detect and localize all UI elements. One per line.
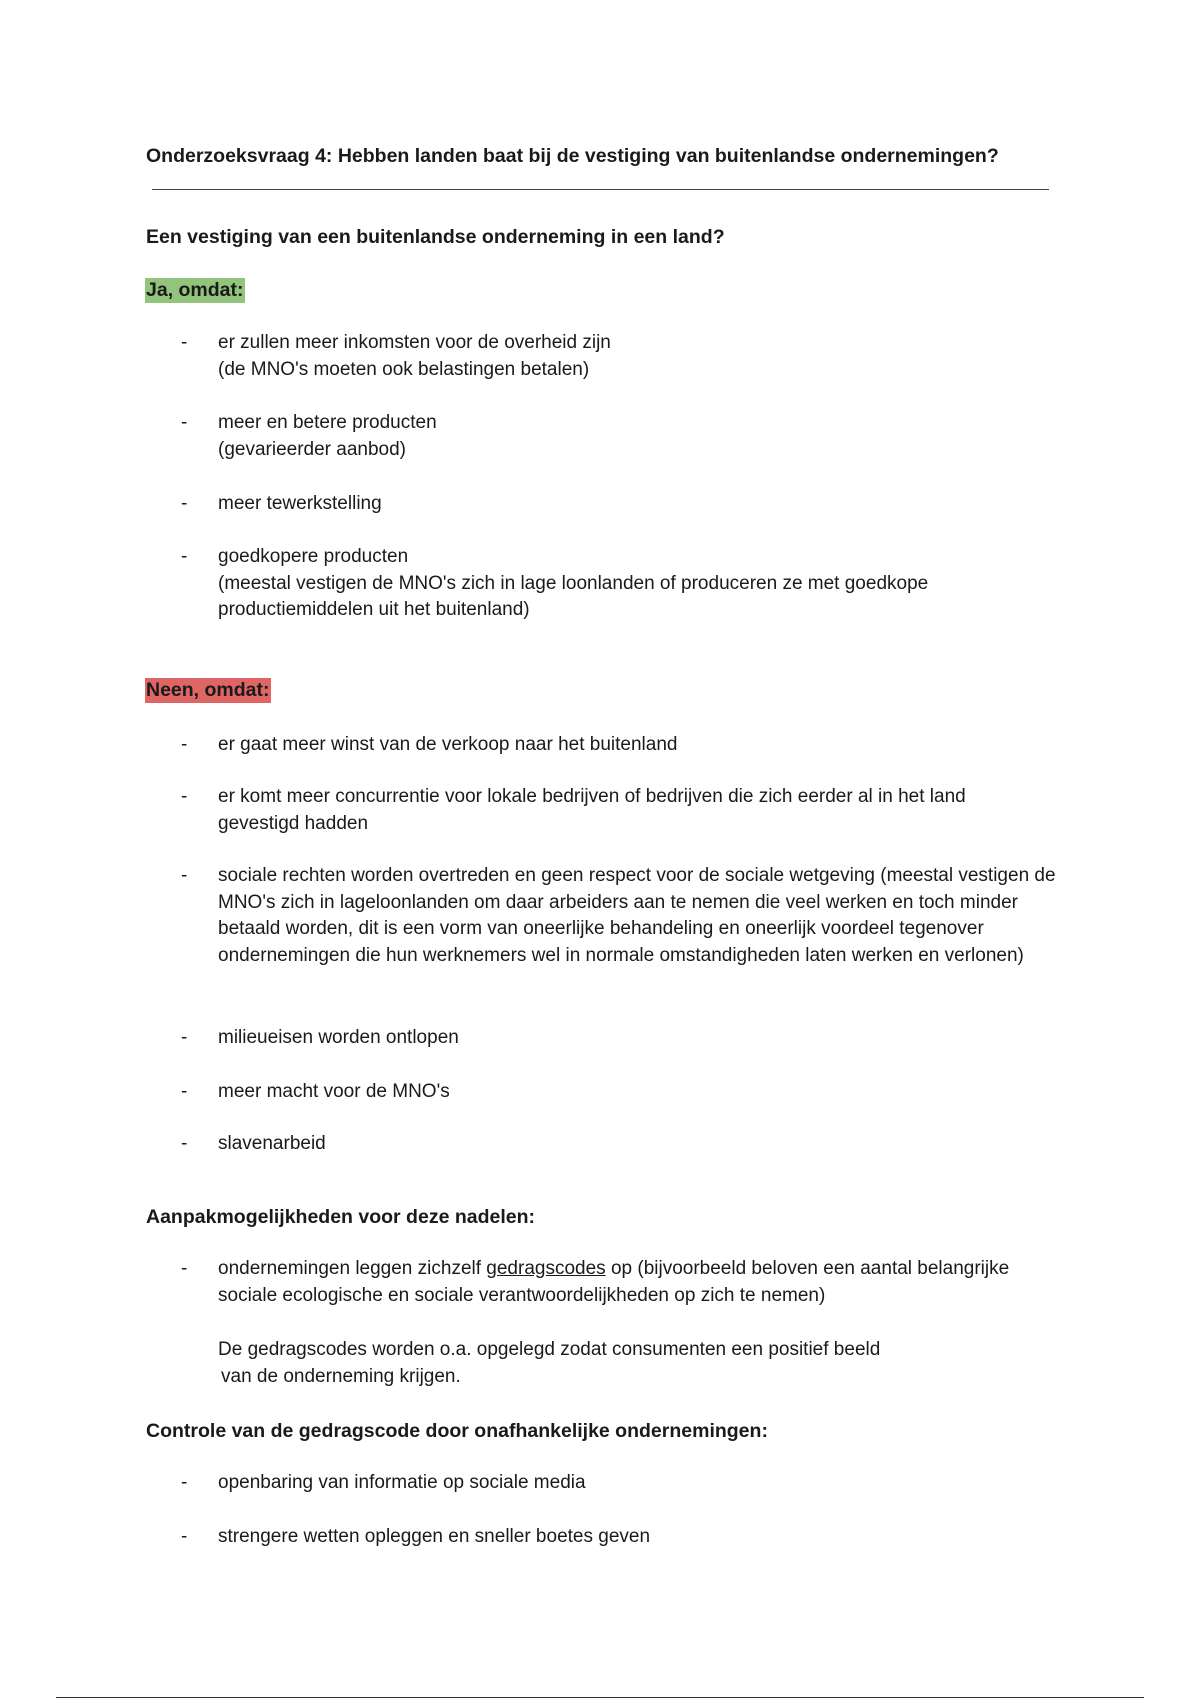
list-item: milieueisen worden ontlopen [218, 1027, 459, 1048]
gedragscodes-term: gedragscodes [486, 1258, 606, 1279]
list-item: goedkopere producten (meestal vestigen de MNO's zich in lage loonlanden of produceren ze met goedkope productiemiddelen uit het buitenland) [218, 546, 929, 620]
list-item: er gaat meer winst van de verkoop naar het buitenland [218, 734, 678, 755]
list-item: strengere wetten opleggen en sneller boetes geven [218, 1526, 651, 1547]
question-heading: Een vestiging van een buitenlandse onderneming in een land? [146, 226, 725, 248]
list-item: meer macht voor de MNO's [218, 1081, 450, 1102]
approach-note: De gedragscodes worden o.a. opgelegd zodat consumenten een positief beeld van de onderneming krijgen. [218, 1339, 881, 1387]
yes-label: Ja, omdat: [146, 279, 244, 301]
list-item: meer tewerkstelling [218, 493, 382, 514]
list-item: ondernemingen leggen zichzelf gedragscodes op (bijvoorbeeld beloven een aantal belangrijke sociale ecologische en sociale verantwoordelijkheden op zich te nemen) [218, 1258, 1010, 1306]
bullet-marker: - [181, 1133, 188, 1154]
list-item: er zullen meer inkomsten voor de overheid zijn (de MNO's moeten ook belastingen betalen) [218, 332, 611, 380]
list-item: slavenarbeid [218, 1133, 326, 1154]
no-label: Neen, omdat: [146, 679, 270, 701]
bullet-marker: - [181, 1258, 188, 1279]
bullet-marker: - [181, 865, 188, 886]
bullet-marker: - [181, 332, 188, 353]
list-item: er komt meer concurrentie voor lokale bedrijven of bedrijven die zich eerder al in het land gevestigd hadden [218, 786, 966, 834]
bullet-marker: - [181, 546, 188, 567]
bullet-marker: - [181, 493, 188, 514]
bullet-marker: - [181, 786, 188, 807]
list-item: meer en betere producten (gevarieerder aanbod) [218, 412, 437, 460]
bullet-marker: - [181, 1081, 188, 1102]
approach-heading: Aanpakmogelijkheden voor deze nadelen: [146, 1206, 536, 1228]
list-item: openbaring van informatie op sociale media [218, 1472, 586, 1493]
bullet-marker: - [181, 412, 188, 433]
page-title: Onderzoeksvraag 4: Hebben landen baat bij de vestiging van buitenlandse ondernemingen? [146, 145, 999, 167]
control-heading: Controle van de gedragscode door onafhankelijke ondernemingen: [146, 1420, 768, 1442]
bottom-divider [56, 1697, 1144, 1698]
list-item: sociale rechten worden overtreden en geen respect voor de sociale wetgeving (meestal vestigen de MNO's zich in lageloonlanden om daar arbeiders aan te nemen die veel werken en toch minder betaald worden, dit is een vorm van oneerlijke behandeling en oneerlijk voordeel tegenover ondernemingen die hun werknemers wel in normale omstandigheden laten werken en verlonen) [218, 865, 1056, 966]
bullet-marker: - [181, 1526, 188, 1547]
bullet-marker: - [181, 734, 188, 755]
title-divider [152, 189, 1049, 190]
bullet-marker: - [181, 1472, 188, 1493]
bullet-marker: - [181, 1027, 188, 1048]
